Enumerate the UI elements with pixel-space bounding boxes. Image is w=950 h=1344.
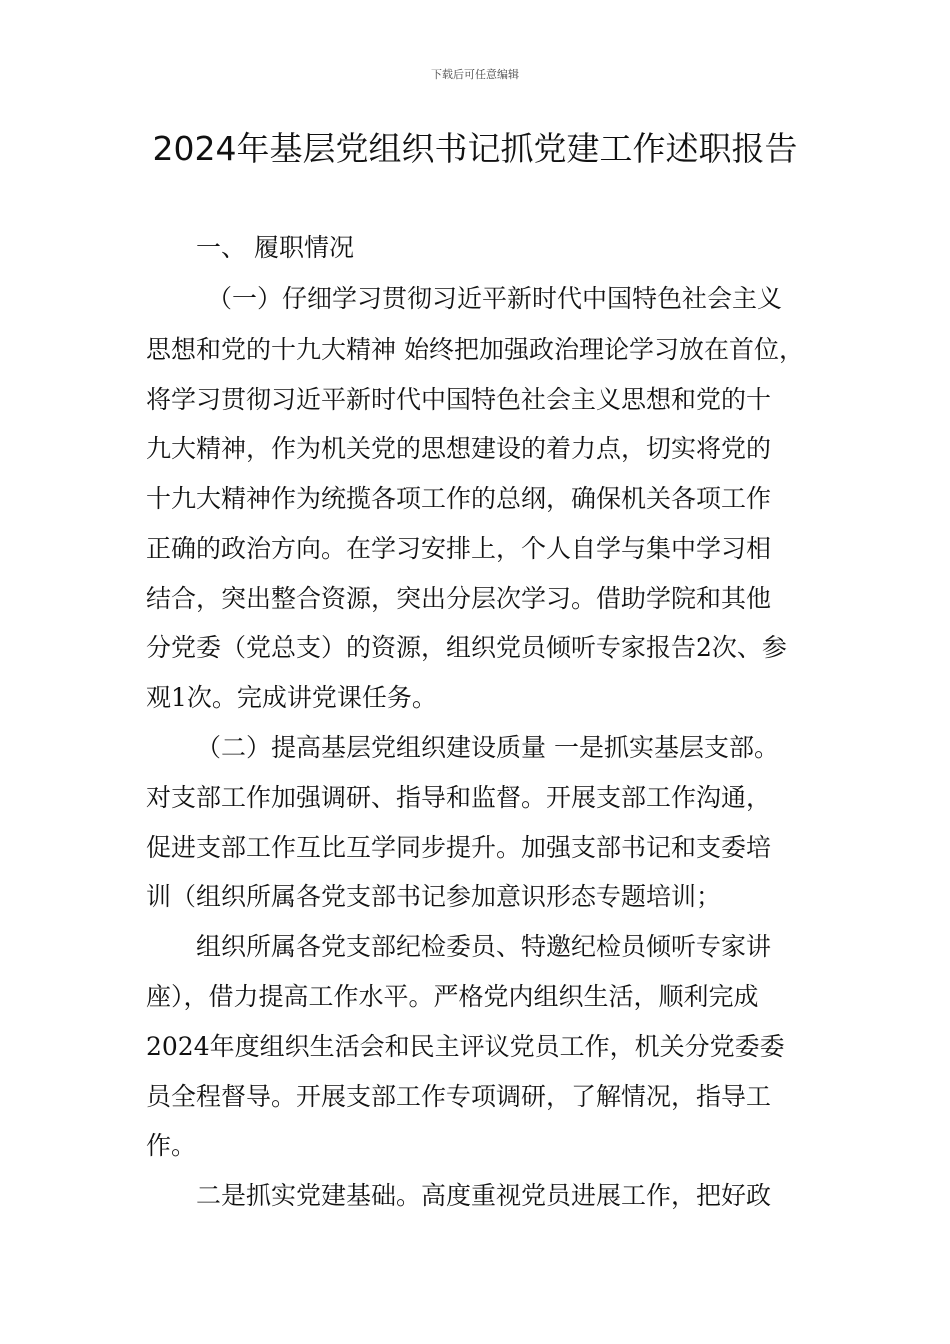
- body-line: 2024年度组织生活会和民主评议党员工作，机关分党委委: [146, 1032, 785, 1061]
- body-line: 观1次。完成讲党课任务。: [146, 683, 437, 712]
- body-line: 训（组织所属各党支部书记参加意识形态专题培训；: [146, 882, 722, 911]
- body-line: 十九大精神作为统揽各项工作的总纲，确保机关各项工作: [146, 484, 772, 513]
- body-line: 二是抓实党建基础。高度重视党员进展工作，把好政: [196, 1181, 772, 1210]
- body-line: 将学习贯彻习近平新时代中国特色社会主义思想和党的十: [146, 385, 772, 414]
- body-line: （二）提高基层党组织建设质量 一是抓实基层支部。: [196, 733, 779, 762]
- body-line: 结合，突出整合资源，突出分层次学习。借助学院和其他: [146, 584, 772, 613]
- body-line: 促进支部工作互比互学同步提升。加强支部书记和支委培: [146, 833, 772, 862]
- body-line: 作。: [146, 1131, 197, 1160]
- body-line: 分党委（党总支）的资源，组织党员倾听专家报告2次、参: [146, 633, 787, 662]
- body-line: 员全程督导。开展支部工作专项调研，了解情况，指导工: [146, 1082, 772, 1111]
- page-header-note: 下载后可任意编辑: [431, 68, 519, 81]
- body-line: 组织所属各党支部纪检委员、特邀纪检员倾听专家讲: [196, 932, 772, 961]
- body-line: 座），借力提高工作水平。严格党内组织生活，顺利完成: [146, 982, 759, 1011]
- body-line: 正确的政治方向。在学习安排上，个人自学与集中学习相: [146, 534, 772, 563]
- body-line: 思想和党的十九大精神 始终把加强政治理论学习放在首位，: [146, 335, 804, 364]
- body-line: 对支部工作加强调研、指导和监督。开展支部工作沟通，: [146, 783, 772, 812]
- body-line: （一）仔细学习贯彻习近平新时代中国特色社会主义: [207, 284, 783, 313]
- body-line: 九大精神，作为机关党的思想建设的着力点，切实将党的: [146, 434, 772, 463]
- document-title: 2024年基层党组织书记抓党建工作述职报告: [152, 129, 798, 168]
- section-heading: 一、 履职情况: [196, 233, 354, 262]
